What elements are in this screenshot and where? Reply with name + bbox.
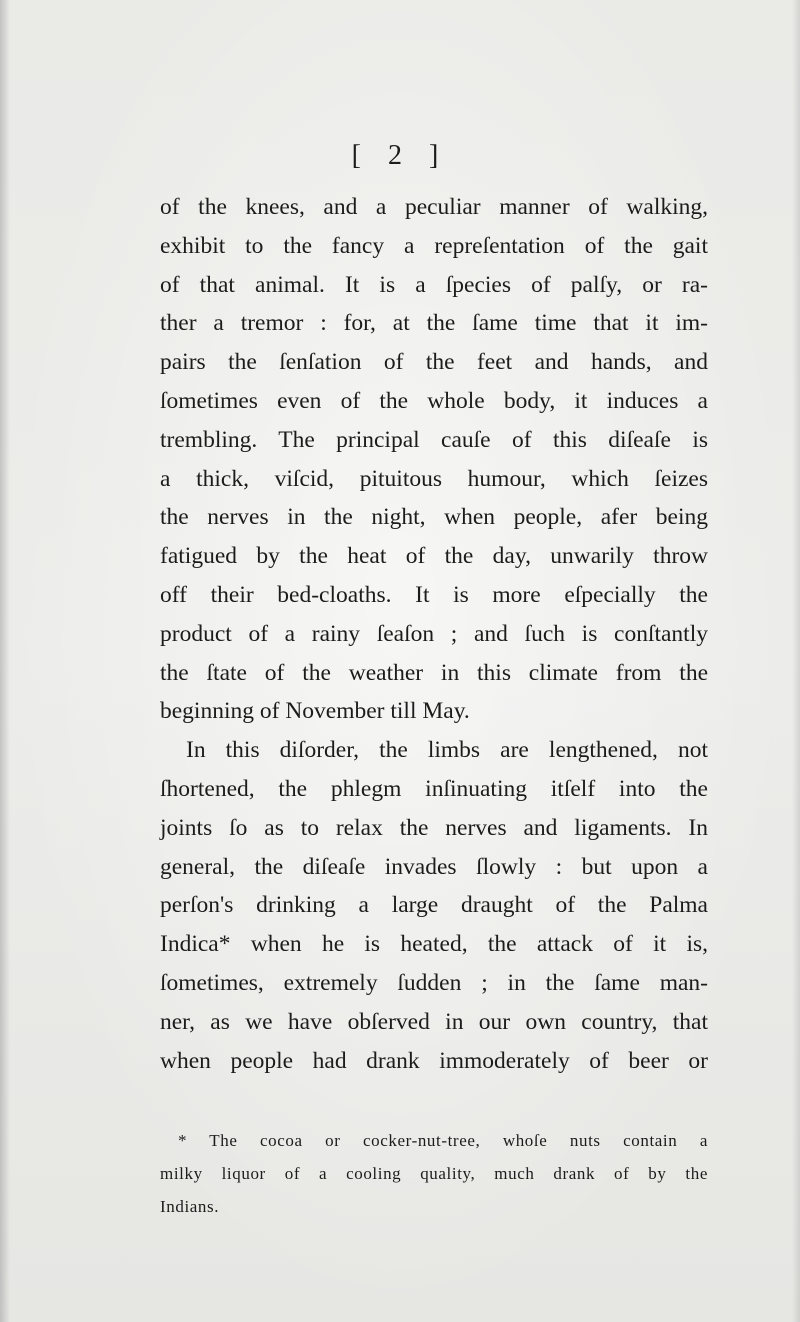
text-line: ſhortened, the phlegm inſinuating itſelf into the: [160, 775, 708, 802]
footnote: [160, 1124, 708, 1223]
text-line: a thick, viſcid, pituitous humour, which ſeizes: [160, 465, 708, 492]
text-line: of the knees, and a peculiar manner of walking,: [160, 194, 708, 220]
text-line: ſometimes, extremely ſudden ; in the ſame man-: [160, 969, 708, 996]
text-line: of that animal. It is a ſpecies of palſy, or ra-: [160, 271, 708, 298]
text-line: ſometimes even of the whole body, it induces a: [160, 387, 708, 414]
text-line: pairs the ſenſation of the feet and hands, and: [160, 349, 708, 376]
text-line: ther a tremor : for, at the ſame time that it im-: [160, 310, 708, 337]
body-text: [160, 188, 708, 1080]
text-line: ner, as we have obſerved in our own country, that: [160, 1008, 708, 1035]
page-number-header: [ 2 ]: [351, 140, 449, 171]
text-line: the ſtate of the weather in this climate from the: [160, 659, 708, 686]
text-line: off their bed-cloaths. It is more eſpecially the: [160, 581, 708, 608]
text-line: when people had drank immoderately of beer or: [160, 1047, 708, 1074]
text-line: joints ſo as to relax the nerves and ligaments. In: [160, 814, 708, 841]
text-line: trembling. The principal cauſe of this diſeaſe is: [160, 426, 708, 453]
text-line: general, the diſeaſe invades ſlowly : but upon a: [160, 853, 708, 880]
page-edge-shadow-right: [792, 0, 800, 1322]
text-line: Indica* when he is heated, the attack of it is,: [160, 931, 708, 958]
text-line: perſon's drinking a large draught of the Palma: [160, 892, 708, 919]
text-line: product of a rainy ſeaſon ; and ſuch is conſtantly: [160, 620, 708, 647]
text-line: the nerves in the night, when people, afer being: [160, 504, 708, 531]
footnote-line: milky liquor of a cooling quality, much drank of by the: [160, 1164, 708, 1183]
text-line: exhibit to the fancy a repreſentation of the gait: [160, 232, 708, 259]
text-line: fatigued by the heat of the day, unwarily throw: [160, 543, 708, 570]
footnote-line: Indians.: [160, 1197, 220, 1216]
page-edge-shadow-left: [0, 0, 10, 1322]
text-line: In this diſorder, the limbs are lengthened, not: [186, 737, 708, 764]
footnote-line: * The cocoa or cocker-nut-tree, whoſe nuts contain a: [178, 1131, 708, 1150]
text-line: beginning of November till May.: [160, 698, 470, 725]
